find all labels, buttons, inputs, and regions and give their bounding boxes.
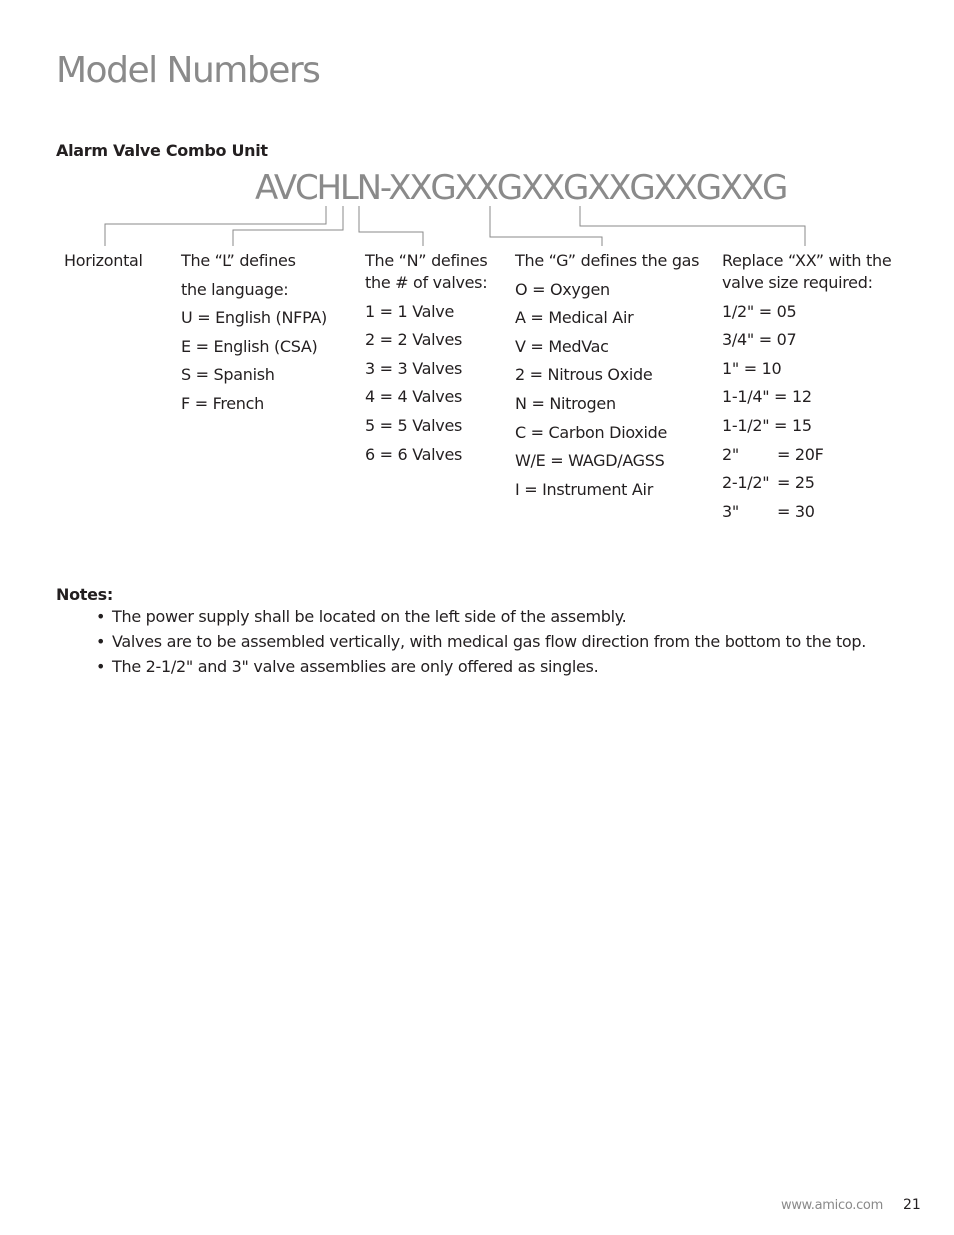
valves-heading: The “N” defines bbox=[365, 251, 488, 270]
gas-item: V = MedVac bbox=[515, 336, 609, 356]
column-language bbox=[181, 250, 327, 422]
bracket-horizontal bbox=[105, 206, 326, 246]
size-item: 1/2" = 05 bbox=[722, 301, 797, 321]
language-item: E = English (CSA) bbox=[181, 336, 318, 356]
gas-item: C = Carbon Dioxide bbox=[515, 422, 668, 442]
size-code: = 30 bbox=[777, 501, 815, 521]
language-item: S = Spanish bbox=[181, 365, 275, 385]
size-code: = 25 bbox=[777, 473, 815, 493]
notes-title: Notes: bbox=[56, 585, 114, 604]
size-key: 3" bbox=[722, 501, 739, 521]
size-code: = 20F bbox=[777, 444, 824, 464]
size-item: 1-1/2" = 15 bbox=[722, 415, 812, 435]
valves-item: 2 = 2 Valves bbox=[365, 330, 463, 350]
note-text: Valves are to be assembled vertically, with medical gas flow direction from the bottom to the top. bbox=[112, 632, 867, 651]
language-item: U = English (NFPA) bbox=[181, 308, 327, 328]
bullet-icon: • bbox=[96, 657, 106, 676]
valves-item: 1 = 1 Valve bbox=[365, 301, 454, 321]
column-valves bbox=[365, 250, 487, 472]
model-code: AVCHLN-XXGXXGXXGXXGXXGXXG bbox=[255, 168, 787, 208]
gas-item: I = Instrument Air bbox=[515, 479, 653, 499]
gas-item: A = Medical Air bbox=[515, 308, 634, 328]
code-brackets bbox=[0, 0, 954, 260]
size-item bbox=[722, 444, 891, 473]
valves-heading: the # of valves: bbox=[365, 273, 488, 292]
valves-item: 5 = 5 Valves bbox=[365, 415, 463, 435]
note-item bbox=[96, 631, 936, 656]
size-item: 3/4" = 07 bbox=[722, 330, 797, 350]
column-size bbox=[722, 250, 891, 529]
valves-item: 6 = 6 Valves bbox=[365, 444, 463, 464]
gas-item: N = Nitrogen bbox=[515, 393, 616, 413]
footer-url[interactable]: www.amico.com bbox=[781, 1198, 883, 1213]
bullet-icon: • bbox=[96, 632, 106, 651]
horizontal-label: Horizontal bbox=[64, 251, 143, 270]
section-title: Alarm Valve Combo Unit bbox=[56, 141, 268, 160]
column-horizontal bbox=[64, 250, 143, 279]
gas-item: 2 = Nitrous Oxide bbox=[515, 365, 653, 385]
language-heading: the language: bbox=[181, 279, 289, 299]
size-item: 1" = 10 bbox=[722, 358, 782, 378]
gas-item: O = Oxygen bbox=[515, 279, 610, 299]
notes-list bbox=[96, 606, 936, 681]
page-title: Model Numbers bbox=[56, 50, 320, 91]
page-number: 21 bbox=[903, 1197, 921, 1213]
bracket-size bbox=[580, 206, 805, 246]
size-item bbox=[722, 501, 891, 530]
size-heading: Replace “XX” with the bbox=[722, 251, 892, 270]
language-heading: The “L” defines bbox=[181, 251, 296, 270]
size-item bbox=[722, 472, 891, 501]
size-key: 2" bbox=[722, 444, 739, 464]
valves-item: 3 = 3 Valves bbox=[365, 358, 463, 378]
note-text: The power supply shall be located on the left side of the assembly. bbox=[112, 607, 627, 626]
language-item: F = French bbox=[181, 393, 264, 413]
valves-item: 4 = 4 Valves bbox=[365, 387, 463, 407]
size-heading: valve size required: bbox=[722, 273, 873, 292]
size-key: 2-1/2" bbox=[722, 473, 770, 493]
note-item bbox=[96, 606, 936, 631]
bracket-valves bbox=[359, 206, 423, 246]
bullet-icon: • bbox=[96, 607, 106, 626]
note-text: The 2-1/2" and 3" valve assemblies are only offered as singles. bbox=[112, 657, 599, 676]
note-item bbox=[96, 656, 936, 681]
gas-heading: The “G” defines the gas bbox=[515, 251, 700, 270]
column-gas bbox=[515, 250, 699, 507]
gas-item: W/E = WAGD/AGSS bbox=[515, 451, 665, 471]
size-item: 1-1/4" = 12 bbox=[722, 387, 812, 407]
